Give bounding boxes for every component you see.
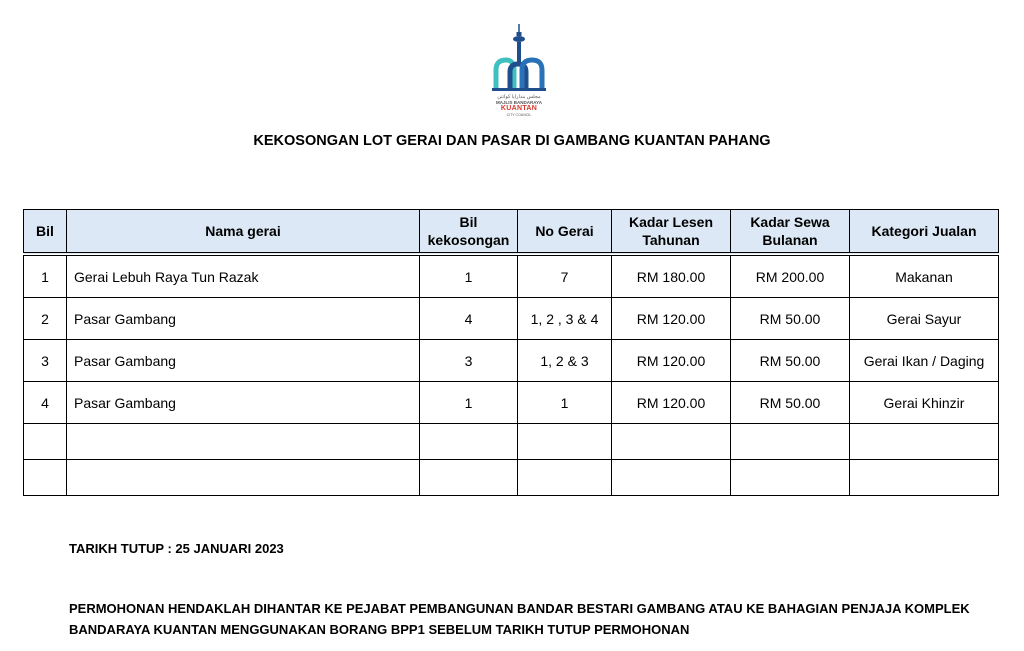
empty-cell — [850, 424, 999, 460]
header-no-gerai: No Gerai — [518, 210, 612, 255]
logo-arabic-text: مجلس بندارايا كوانتن — [497, 94, 541, 100]
cell-kadar-lesen: RM 180.00 — [612, 254, 731, 298]
cell-kadar-sewa: RM 200.00 — [731, 254, 850, 298]
logo-council-text: MAJLIS BANDARAYA — [496, 100, 542, 105]
table-row — [24, 382, 999, 424]
cell-bil: 3 — [24, 340, 67, 382]
table-row — [24, 254, 999, 298]
empty-cell — [612, 424, 731, 460]
table-header-row — [24, 210, 999, 255]
cell-no-gerai: 1, 2 , 3 & 4 — [518, 298, 612, 340]
tower-arch-logo-icon — [488, 22, 550, 94]
cell-kategori: Gerai Sayur — [850, 298, 999, 340]
empty-cell — [518, 460, 612, 496]
empty-cell — [420, 460, 518, 496]
empty-cell — [850, 460, 999, 496]
cell-no-gerai: 7 — [518, 254, 612, 298]
empty-table-row — [24, 460, 999, 496]
cell-nama-gerai: Pasar Gambang — [67, 340, 420, 382]
empty-cell — [420, 424, 518, 460]
empty-table-row — [24, 424, 999, 460]
empty-cell — [731, 460, 850, 496]
logo-sub-text: CITY COUNCIL — [506, 113, 532, 117]
empty-cell — [518, 424, 612, 460]
closing-date-note: TARIKH TUTUP : 25 JANUARI 2023 — [69, 541, 284, 556]
header-bil: Bil — [24, 210, 67, 255]
cell-bil: 4 — [24, 382, 67, 424]
header-nama-gerai: Nama gerai — [67, 210, 420, 255]
cell-no-gerai: 1 — [518, 382, 612, 424]
cell-kadar-lesen: RM 120.00 — [612, 298, 731, 340]
empty-cell — [67, 460, 420, 496]
header-kategori: Kategori Jualan — [850, 210, 999, 255]
cell-kadar-sewa: RM 50.00 — [731, 340, 850, 382]
cell-bil: 2 — [24, 298, 67, 340]
empty-cell — [731, 424, 850, 460]
document-title: KEKOSONGAN LOT GERAI DAN PASAR DI GAMBANG KUANTAN PAHANG — [253, 133, 771, 149]
cell-bil-kekosongan: 1 — [420, 254, 518, 298]
empty-cell — [67, 424, 420, 460]
header-kadar-lesen: Kadar Lesen Tahunan — [612, 210, 731, 255]
table-row — [24, 340, 999, 382]
cell-kadar-lesen: RM 120.00 — [612, 382, 731, 424]
kuantan-city-council-logo — [488, 22, 550, 118]
cell-no-gerai: 1, 2 & 3 — [518, 340, 612, 382]
cell-nama-gerai: Pasar Gambang — [67, 382, 420, 424]
header-kadar-sewa: Kadar Sewa Bulanan — [731, 210, 850, 255]
cell-kadar-lesen: RM 120.00 — [612, 340, 731, 382]
cell-kadar-sewa: RM 50.00 — [731, 382, 850, 424]
cell-bil: 1 — [24, 254, 67, 298]
cell-kategori: Gerai Khinzir — [850, 382, 999, 424]
application-instructions: PERMOHONAN HENDAKLAH DIHANTAR KE PEJABAT PEMBANGUNAN BANDAR BESTARI GAMBANG ATAU KE BAHAGIAN PENJAJA KOMPLEK BANDARAYA KUANTAN MENGGUNAKAN BORANG BPP1 SEBELUM TARIKH TUTUP PERMOHONAN — [69, 601, 970, 637]
empty-cell — [24, 460, 67, 496]
cell-nama-gerai: Pasar Gambang — [67, 298, 420, 340]
empty-cell — [24, 424, 67, 460]
cell-bil-kekosongan: 1 — [420, 382, 518, 424]
cell-kategori: Makanan — [850, 254, 999, 298]
table-row — [24, 298, 999, 340]
header-bil-kekosongan: Bil kekosongan — [420, 210, 518, 255]
cell-kategori: Gerai Ikan / Daging — [850, 340, 999, 382]
vacancy-table — [23, 209, 999, 496]
cell-bil-kekosongan: 3 — [420, 340, 518, 382]
logo-city-text: KUANTAN — [500, 105, 538, 112]
empty-cell — [612, 460, 731, 496]
cell-kadar-sewa: RM 50.00 — [731, 298, 850, 340]
cell-nama-gerai: Gerai Lebuh Raya Tun Razak — [67, 254, 420, 298]
cell-bil-kekosongan: 4 — [420, 298, 518, 340]
